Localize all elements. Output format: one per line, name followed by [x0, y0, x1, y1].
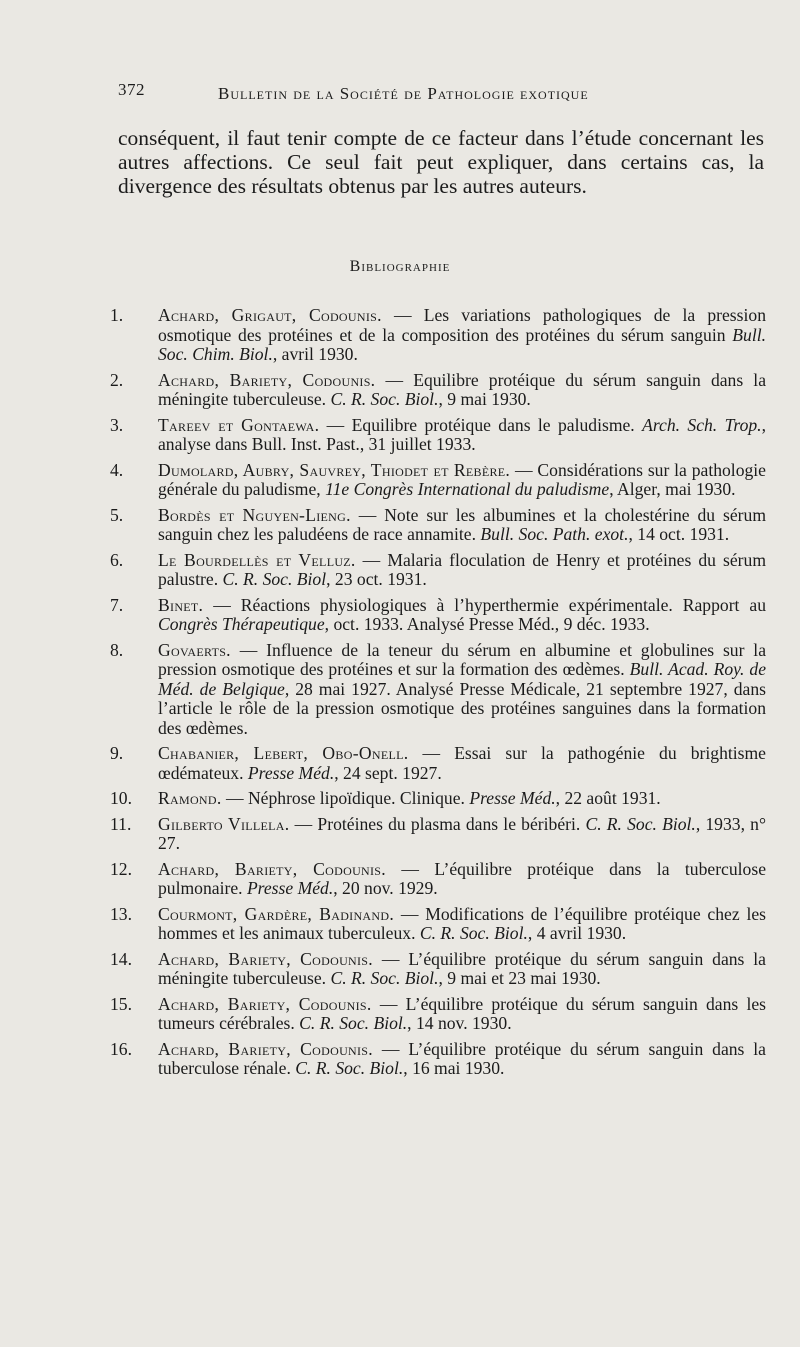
- reference-item: [110, 1040, 766, 1079]
- reference-source: Presse Méd.: [246, 878, 334, 898]
- reference-item: [110, 506, 766, 545]
- reference-number: 9.: [110, 743, 124, 763]
- bibliography-heading: Bibliographie: [349, 258, 451, 275]
- reference-details: , 1933, n° 27.: [158, 813, 766, 853]
- reference-source: Presse Méd.: [469, 788, 556, 808]
- reference-text: — Influence de la teneur du sérum en albumine et globulines sur la pression osmotique des protéines et sur la formation des œdèmes.: [158, 639, 766, 679]
- reference-item: [110, 551, 766, 590]
- journal-title: Bulletin de la Société de Pathologie exotique: [218, 84, 589, 103]
- reference-number: 10.: [110, 788, 132, 808]
- reference-authors: Gilberto Villela.: [158, 813, 290, 834]
- reference-item: [110, 815, 766, 854]
- reference-details: , 23 oct. 1931.: [326, 569, 427, 589]
- reference-item: [110, 995, 766, 1034]
- reference-details: , 14 oct. 1931.: [628, 524, 730, 544]
- reference-text: — Néphrose lipoïdique. Clinique.: [221, 788, 470, 808]
- reference-details: , Alger, mai 1930.: [609, 479, 736, 499]
- reference-source: 11e Congrès International du paludisme: [325, 479, 610, 499]
- reference-authors: Bordès et Nguyen-Lieng.: [158, 504, 351, 525]
- page-number: 372: [118, 80, 145, 99]
- reference-number: 14.: [110, 948, 132, 969]
- reference-authors: Tareev et Gontaewa.: [158, 414, 320, 435]
- reference-number: 15.: [110, 993, 132, 1014]
- reference-text: — Considérations sur la pathologie générale du paludisme,: [158, 459, 766, 499]
- reference-source: C. R. Soc. Biol.: [299, 1013, 408, 1033]
- reference-text: — Malaria floculation de Henry et protéines du sérum palustre.: [158, 549, 767, 589]
- reference-item: [110, 306, 766, 365]
- reference-text: — Note sur les albumines et la cholestérine du sérum sanguin chez les paludéens de race annamite.: [158, 504, 766, 544]
- reference-details: , 9 mai 1930.: [438, 389, 531, 409]
- reference-item: [110, 789, 766, 809]
- reference-authors: Le Bourdellès et Velluz.: [158, 549, 356, 570]
- reference-number: 4.: [110, 459, 124, 480]
- reference-text: — Equilibre protéique du sérum sanguin dans la méningite tuberculeuse.: [158, 369, 767, 409]
- reference-details: , avril 1930.: [272, 344, 358, 364]
- reference-authors: Binet.: [158, 594, 204, 615]
- reference-details: , oct. 1933. Analysé Presse Méd., 9 déc. 1933.: [324, 614, 650, 634]
- reference-number: 1.: [110, 305, 124, 325]
- reference-details: , 14 nov. 1930.: [407, 1013, 512, 1033]
- reference-source: C. R. Soc. Biol.: [330, 389, 439, 409]
- reference-source: Bull. Acad. Roy. de Méd. de Belgique: [158, 659, 767, 699]
- reference-details: , 24 sept. 1927.: [334, 762, 442, 783]
- reference-authors: Achard, Bariety, Codounis.: [158, 993, 372, 1014]
- reference-number: 6.: [110, 549, 124, 570]
- reference-source: Bull. Soc. Path. exot.: [480, 524, 629, 544]
- reference-number: 7.: [110, 594, 124, 615]
- reference-number: 5.: [110, 504, 124, 525]
- reference-text: — L’équilibre protéique dans la tuberculose pulmonaire.: [158, 858, 766, 898]
- reference-number: 16.: [110, 1038, 132, 1059]
- reference-source: Bull. Soc. Chim. Biol.: [158, 324, 766, 364]
- reference-text: — L’équilibre protéique du sérum sanguin dans la tuberculose rénale.: [158, 1038, 766, 1078]
- reference-item: [110, 371, 766, 410]
- reference-text: — Essai sur la pathogénie du brightisme œdémateux.: [158, 743, 766, 783]
- reference-item: [110, 416, 766, 455]
- reference-text: — Les variations pathologiques de la pression osmotique des protéines et de la composition des protéines du sérum sanguin: [158, 305, 766, 345]
- reference-details: , analyse dans Bull. Inst. Past., 31 juillet 1933.: [158, 414, 766, 454]
- reference-source: C. R. Soc. Biol: [222, 569, 327, 589]
- reference-number: 3.: [110, 414, 124, 435]
- reference-number: 12.: [110, 858, 132, 879]
- reference-source: C. R. Soc. Biol.: [419, 923, 528, 943]
- reference-item: [110, 596, 766, 635]
- reference-authors: Achard, Bariety, Codounis.: [158, 948, 373, 969]
- reference-text: — Equilibre protéique dans le paludisme.: [319, 414, 643, 435]
- reference-text: — L’équilibre protéique du sérum sanguin dans la méningite tuberculeuse.: [158, 948, 766, 988]
- reference-item: [110, 860, 766, 899]
- reference-number: 11.: [110, 813, 132, 834]
- reference-source: Presse Méd.: [247, 762, 335, 783]
- reference-authors: Govaerts.: [158, 639, 231, 660]
- intro-paragraph: conséquent, il faut tenir compte de ce facteur dans l’étude concernant les autres affections. Ce seul fait peut expliquer, dans certains cas, la divergence des résultats obtenus par les autres auteurs.: [118, 126, 764, 198]
- reference-source: C. R. Soc. Biol.: [330, 968, 439, 988]
- intro-paragraph-block: [118, 126, 764, 198]
- reference-details: , 20 nov. 1929.: [333, 878, 438, 898]
- reference-number: 2.: [110, 369, 124, 390]
- reference-details: , 9 mai et 23 mai 1930.: [438, 968, 601, 988]
- reference-authors: Ramond.: [158, 788, 222, 808]
- reference-item: [110, 905, 766, 944]
- reference-authors: Chabanier, Lebert, Obo-Onell.: [158, 743, 409, 763]
- reference-text: — Protéines du plasma dans le béribéri.: [289, 813, 586, 834]
- reference-details: , 22 août 1931.: [555, 788, 661, 808]
- reference-number: 13.: [110, 903, 132, 924]
- reference-authors: Courmont, Gardère, Badinand.: [158, 903, 395, 924]
- reference-source: C. R. Soc. Biol.: [585, 813, 696, 834]
- reference-authors: Achard, Grigaut, Codounis.: [158, 305, 382, 325]
- reference-item: [110, 744, 766, 783]
- reference-details: , 4 avril 1930.: [527, 923, 627, 943]
- reference-text: — Réactions physiologiques à l’hyperthermie expérimentale. Rapport au: [203, 594, 766, 615]
- reference-authors: Dumolard, Aubry, Sauvrey, Thiodet et Rebère.: [158, 459, 511, 480]
- reference-source: Congrès Thérapeutique: [158, 614, 325, 634]
- reference-item: [110, 461, 766, 500]
- reference-details: , 16 mai 1930.: [403, 1058, 505, 1078]
- reference-item: [110, 641, 766, 739]
- reference-list: [110, 306, 766, 1085]
- reference-authors: Achard, Bariety, Codounis.: [158, 858, 386, 879]
- reference-text: — Modifications de l’équilibre protéique chez les hommes et les animaux tuberculeux.: [158, 903, 766, 943]
- reference-authors: Achard, Bariety, Codounis.: [158, 369, 376, 390]
- reference-number: 8.: [110, 639, 124, 660]
- reference-authors: Achard, Bariety, Codounis.: [158, 1038, 373, 1059]
- reference-details: , 28 mai 1927. Analysé Presse Médicale, 21 septembre 1927, dans l’article le rôle de la pression osmotique des protéines sanguines dans la formation des œdèmes.: [158, 678, 766, 738]
- reference-source: C. R. Soc. Biol.: [295, 1058, 404, 1078]
- reference-source: Arch. Sch. Trop.: [642, 414, 762, 435]
- reference-text: — L’équilibre protéique du sérum sanguin dans les tumeurs cérébrales.: [158, 993, 767, 1033]
- reference-item: [110, 950, 766, 989]
